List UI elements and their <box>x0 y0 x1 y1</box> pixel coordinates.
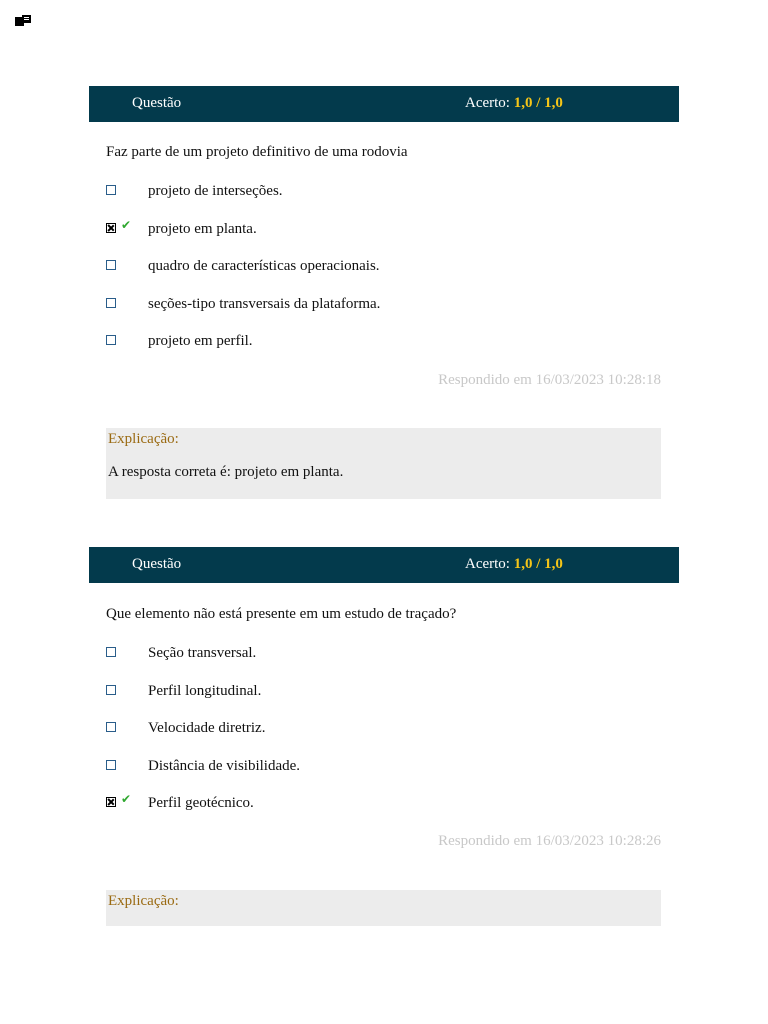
option-label: Velocidade diretriz. <box>148 720 266 736</box>
document-icon <box>15 15 32 27</box>
answered-timestamp: Respondido em 16/03/2023 10:28:18 <box>438 372 661 388</box>
checkbox-checked[interactable] <box>106 797 116 807</box>
option-1[interactable] <box>106 183 666 203</box>
checkbox[interactable] <box>106 335 116 345</box>
question-header <box>89 547 679 583</box>
question-prompt: Que elemento não está presente em um estudo de traçado? <box>106 606 457 622</box>
score-label: Acerto: <box>465 95 510 111</box>
option-4[interactable] <box>106 758 666 778</box>
score <box>465 556 563 573</box>
option-2[interactable] <box>106 218 666 241</box>
score-value: 1,0 <box>513 556 533 572</box>
checkbox[interactable] <box>106 260 116 270</box>
score <box>465 95 563 112</box>
question-header <box>89 86 679 122</box>
score-separator: / <box>536 556 541 572</box>
score-total: 1,0 <box>544 95 563 111</box>
option-5[interactable] <box>106 333 666 353</box>
checkbox[interactable] <box>106 722 116 732</box>
explanation-title: Explicação: <box>108 431 179 447</box>
score-label: Acerto: <box>465 556 510 572</box>
question-label: Questão <box>132 556 182 572</box>
option-5[interactable] <box>106 792 666 815</box>
option-label: Perfil geotécnico. <box>148 795 254 811</box>
option-3[interactable] <box>106 258 666 278</box>
option-label: Seção transversal. <box>148 645 257 661</box>
option-3[interactable] <box>106 720 666 740</box>
checkbox[interactable] <box>106 647 116 657</box>
question-label: Questão <box>132 95 182 111</box>
option-label: projeto em perfil. <box>148 333 253 349</box>
score-value: 1,0 <box>513 95 533 111</box>
checkbox[interactable] <box>106 685 116 695</box>
option-1[interactable] <box>106 645 666 665</box>
explanation-box <box>106 890 661 926</box>
option-label: Distância de visibilidade. <box>148 758 301 774</box>
option-label: Perfil longitudinal. <box>148 683 262 699</box>
explanation-title: Explicação: <box>108 893 179 909</box>
question-2 <box>89 547 679 909</box>
option-label: projeto em planta. <box>148 221 257 237</box>
explanation-box <box>106 428 661 499</box>
option-4[interactable] <box>106 296 666 316</box>
checkbox-checked[interactable] <box>106 223 116 233</box>
explanation-text: A resposta correta é: projeto em planta. <box>108 464 344 480</box>
answered-timestamp: Respondido em 16/03/2023 10:28:26 <box>438 833 661 849</box>
option-2[interactable] <box>106 683 666 703</box>
checkmark-icon: ✔ <box>121 218 132 232</box>
option-label: seções-tipo transversais da plataforma. <box>148 296 381 312</box>
checkbox[interactable] <box>106 760 116 770</box>
score-separator: / <box>536 95 541 111</box>
checkmark-icon: ✔ <box>121 792 132 806</box>
checkbox[interactable] <box>106 298 116 308</box>
question-prompt: Faz parte de um projeto definitivo de uma rodovia <box>106 144 408 160</box>
question-1 <box>89 86 679 480</box>
option-label: projeto de interseções. <box>148 183 283 199</box>
option-label: quadro de características operacionais. <box>148 258 380 274</box>
checkbox[interactable] <box>106 185 116 195</box>
score-total: 1,0 <box>544 556 563 572</box>
